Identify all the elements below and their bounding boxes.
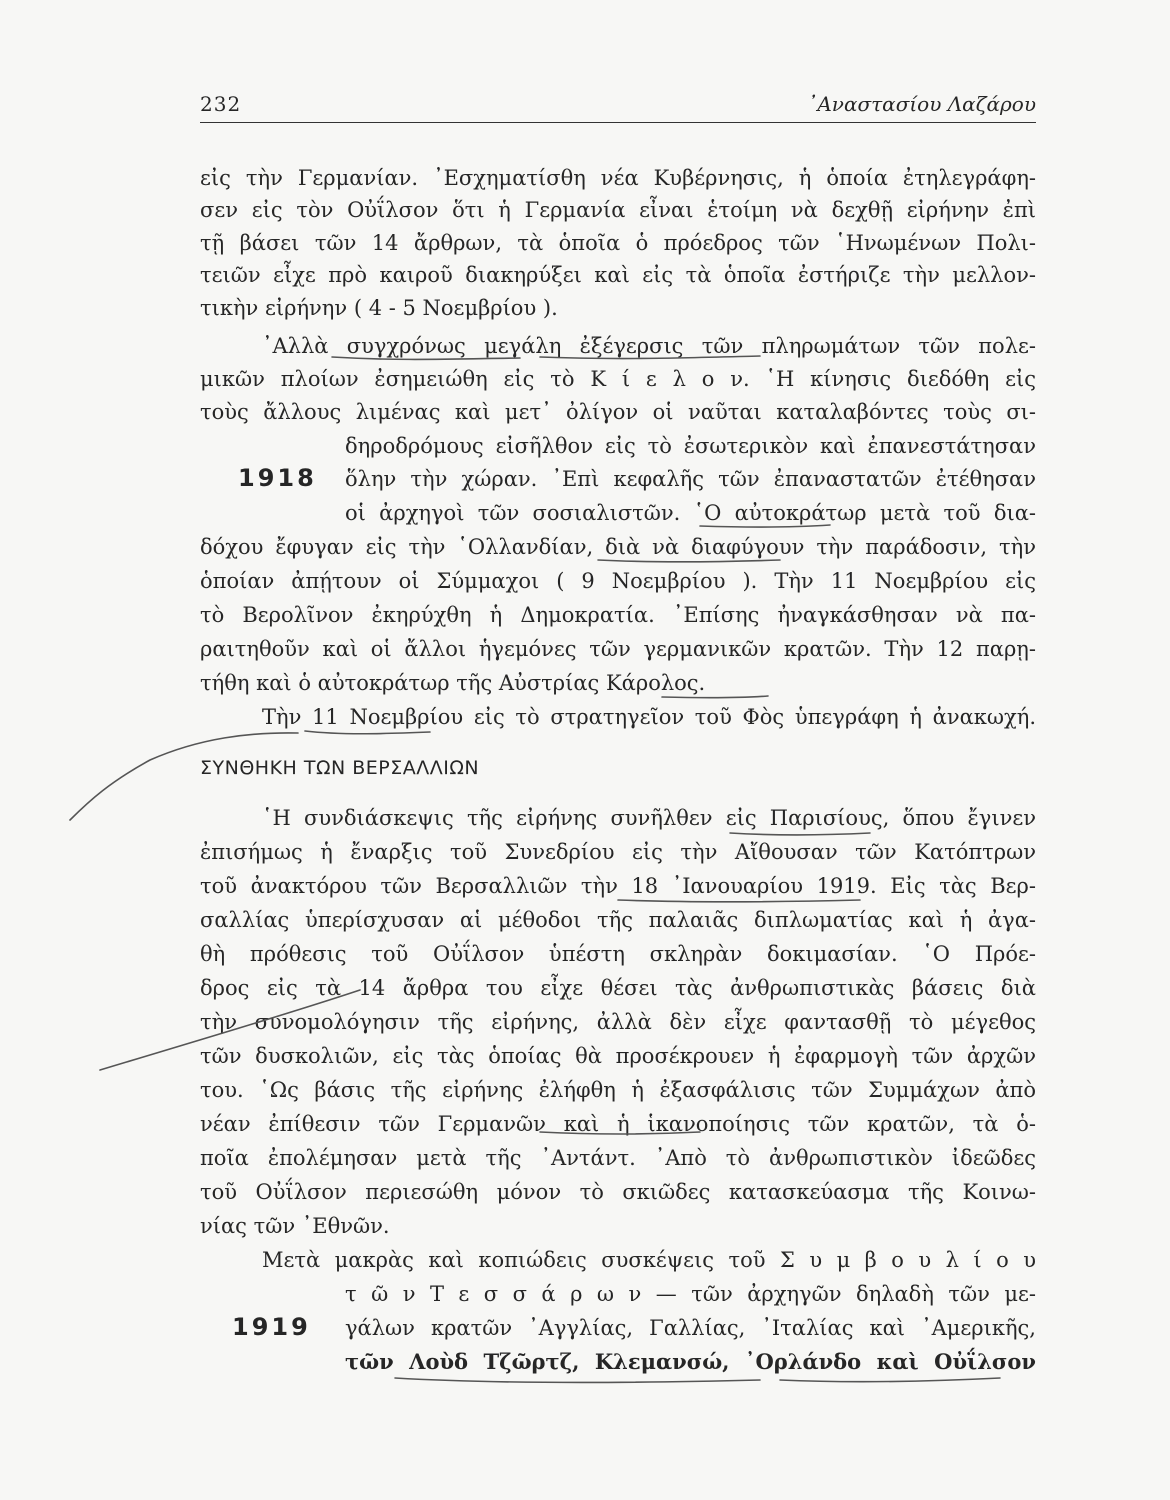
text-line: ᾿Αλλὰ συγχρόνως μεγάλη ἐξέγερσις τῶν πληρωμάτων τῶν πολε- bbox=[262, 334, 1036, 358]
text-line: ἐπισήμως ἡ ἔναρξις τοῦ Συνεδρίου εἰς τὴν Αἴθουσαν τῶν Κατόπτρων bbox=[200, 840, 1036, 864]
text-line: ὁποίαν ἀπῄτουν οἱ Σύμμαχοι ( 9 Νοεμβρίου ). Τὴν 11 Νοεμβρίου εἰς bbox=[200, 569, 1036, 593]
text-line: τῇ βάσει τῶν 14 ἄρθρων, τὰ ὁποῖα ὁ πρόεδρος τῶν ῾Ηνωμένων Πολι- bbox=[200, 231, 1036, 255]
text-line: Μετὰ μακρὰς καὶ κοπιώδεις συσκέψεις τοῦ Σ υ μ β ο υ λ ί ο υ bbox=[262, 1248, 1036, 1272]
text-line: τοῦ Οὐΐλσον περιεσώθη μόνον τὸ σκιῶδες κατασκεύασμα τῆς Κοινω- bbox=[200, 1180, 1036, 1204]
text-line: τὸ Βερολῖνον ἐκηρύχθη ἡ Δημοκρατία. ᾿Επίσης ἠναγκάσθησαν νὰ πα- bbox=[200, 603, 1036, 627]
text-line: γάλων κρατῶν ᾿Αγγλίας, Γαλλίας, ᾿Ιταλίας καὶ ᾿Αμερικῆς, bbox=[345, 1316, 1036, 1340]
margin-year-1919: 1919 bbox=[232, 1313, 311, 1341]
text-line: του. ῾Ως βάσις τῆς εἰρήνης ἐλήφθη ἡ ἐξασφάλισις τῶν Συμμάχων ἀπὸ bbox=[200, 1078, 1036, 1102]
text-line: δηροδρόμους εἰσῆλθον εἰς τὸ ἐσωτερικὸν καὶ ἐπανεστάτησαν bbox=[345, 434, 1036, 458]
text-line: δρος εἰς τὰ 14 ἄρθρα του εἶχε θέσει τὰς ἀνθρωπιστικὰς βάσεις διὰ bbox=[200, 976, 1036, 1000]
text-line: σαλλίας ὑπερίσχυσαν αἱ μέθοδοι τῆς παλαιᾶς διπλωματίας καὶ ἡ ἀγα- bbox=[200, 908, 1036, 932]
pencil-underline bbox=[780, 1378, 1000, 1382]
running-title: ᾿Αναστασίου Λαζάρου bbox=[807, 92, 1036, 116]
text-line: τῶν δυσκολιῶν, εἰς τὰς ὁποίας θὰ προσέκρουεν ἡ ἐφαρμογὴ τῶν ἀρχῶν bbox=[200, 1044, 1036, 1068]
text-line: δόχου ἔφυγαν εἰς τὴν ῾Ολλανδίαν, διὰ νὰ διαφύγουν τὴν παράδοσιν, τὴν bbox=[200, 535, 1036, 559]
text-line: τ ῶ ν Τ ε σ σ ά ρ ω ν — τῶν ἀρχηγῶν δηλαδὴ τῶν με- bbox=[345, 1282, 1036, 1306]
text-line: ραιτηθοῦν καὶ οἱ ἄλλοι ἡγεμόνες τῶν γερμανικῶν κρατῶν. Τὴν 12 παρῃ- bbox=[200, 637, 1036, 661]
text-line: οἱ ἀρχηγοὶ τῶν σοσιαλιστῶν. ῾Ο αὐτοκράτωρ μετὰ τοῦ δια- bbox=[345, 501, 1036, 525]
text-line: σεν εἰς τὸν Οὐΐλσον ὅτι ἡ Γερμανία εἶναι ἑτοίμη νὰ δεχθῇ εἰρήνην ἐπὶ bbox=[200, 198, 1036, 222]
text-line: τὴν συνομολόγησιν τῆς εἰρήνης, ἀλλὰ δὲν εἶχε φαντασθῇ τὸ μέγεθος bbox=[200, 1010, 1036, 1034]
text-line: τειῶν εἶχε πρὸ καιροῦ διακηρύξει καὶ εἰς τὰ ὁποῖα ἐστήριζε τὴν μελλον- bbox=[200, 263, 1036, 287]
text-line: θὴ πρόθεσις τοῦ Οὐΐλσον ὑπέστη σκληρὰν δοκιμασίαν. ῾Ο Πρόε- bbox=[200, 942, 1036, 966]
text-line: ποῖα ἐπολέμησαν μετὰ τῆς ᾿Αντάντ. ᾿Απὸ τὸ ἀνθρωπιστικὸν ἰδεῶδες bbox=[200, 1146, 1036, 1170]
margin-year-1918: 1918 bbox=[238, 464, 317, 492]
page-number: 232 bbox=[200, 92, 242, 116]
text-line: νέαν ἐπίθεσιν τῶν Γερμανῶν καὶ ἡ ἱκανοποίησις τῶν κρατῶν, τὰ ὁ- bbox=[200, 1112, 1036, 1136]
text-line: νίας τῶν ᾿Εθνῶν. bbox=[200, 1214, 390, 1238]
text-line: εἰς τὴν Γερμανίαν. ᾿Εσχηματίσθη νέα Κυβέρνησις, ἡ ὁποία ἐτηλεγράφη- bbox=[200, 166, 1036, 190]
text-line: ῾Η συνδιάσκεψις τῆς εἰρήνης συνῆλθεν εἰς Παρισίους, ὅπου ἔγινεν bbox=[262, 806, 1036, 830]
text-line: τήθη καὶ ὁ αὐτοκράτωρ τῆς Αὐστρίας Κάρολος. bbox=[200, 671, 706, 695]
pencil-underline bbox=[395, 1378, 760, 1382]
text-line: τοὺς ἄλλους λιμένας καὶ μετ᾿ ὀλίγον οἱ ναῦται καταλαβόντες τοὺς σι- bbox=[200, 400, 1036, 424]
text-line: μικῶν πλοίων ἐσημειώθη εἰς τὸ Κ ί ε λ ο ν. ῾Η κίνησις διεδόθη εἰς bbox=[200, 367, 1036, 391]
text-line: τῶν Λοὺδ Τζῶρτζ, Κλεμανσώ, ᾿Ορλάνδο καὶ Οὐΐλσον bbox=[345, 1349, 1036, 1374]
text-line: Τὴν 11 Νοεμβρίου εἰς τὸ στρατηγεῖον τοῦ Φὸς ὑπεγράφη ἡ ἀνακωχή. bbox=[262, 705, 1036, 729]
page-header bbox=[200, 90, 1036, 123]
text-line: τικὴν εἰρήνην ( 4 - 5 Νοεμβρίου ). bbox=[200, 296, 558, 320]
text-line: ὅλην τὴν χώραν. ᾿Επὶ κεφαλῆς τῶν ἐπαναστατῶν ἐτέθησαν bbox=[345, 467, 1036, 491]
section-heading: ΣΥΝΘΗΚΗ ΤΩΝ ΒΕΡΣΑΛΛΙΩΝ bbox=[200, 757, 480, 779]
text-line: τοῦ ἀνακτόρου τῶν Βερσαλλιῶν τὴν 18 ᾿Ιανουαρίου 1919. Εἰς τὰς Βερ- bbox=[200, 874, 1036, 898]
